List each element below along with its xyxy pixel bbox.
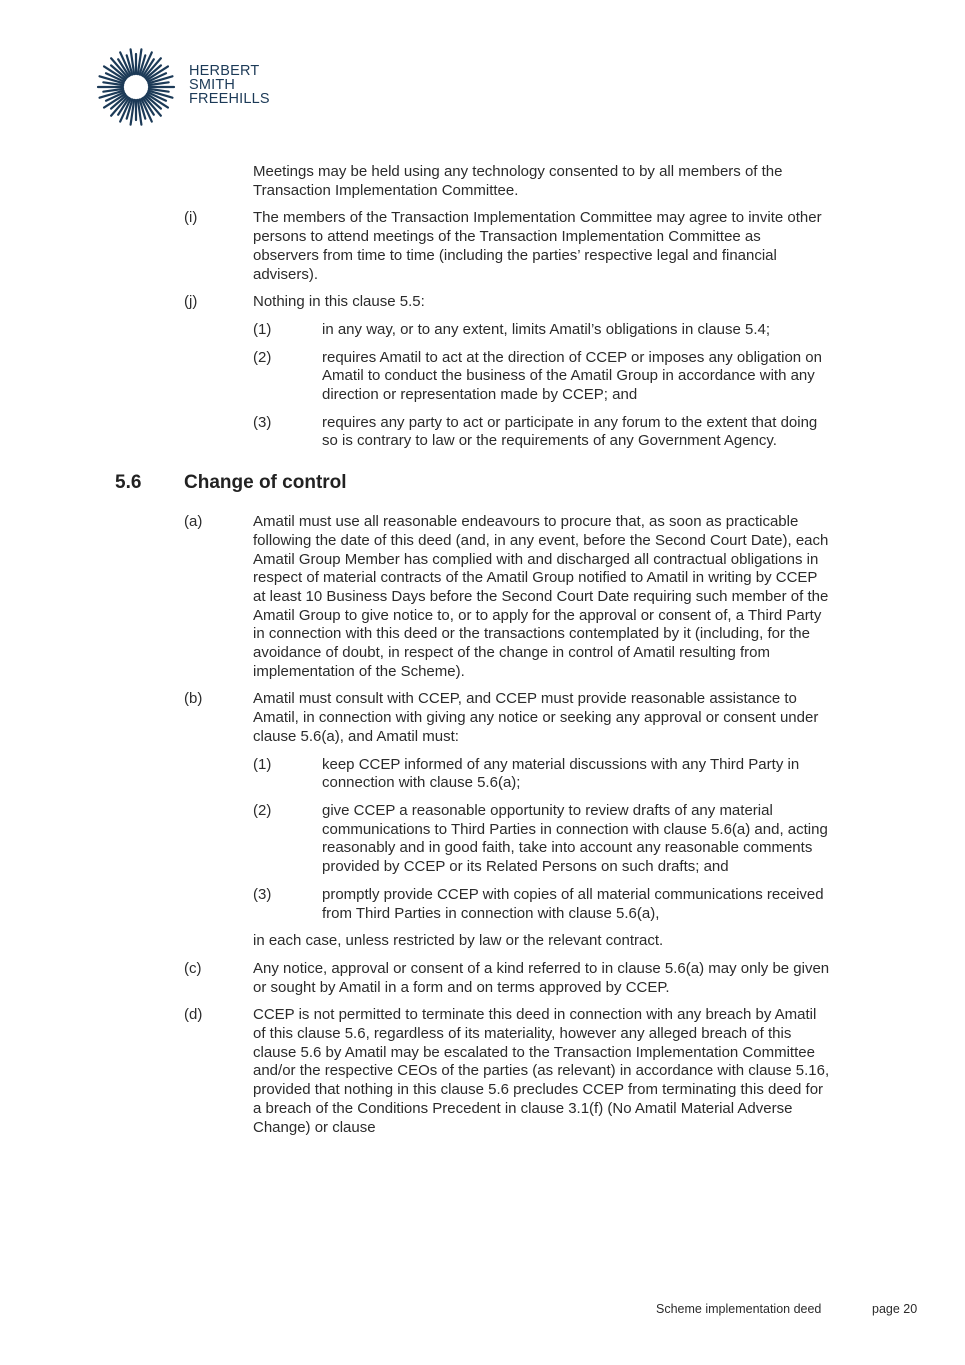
section-heading	[0, 471, 965, 495]
section-number: 5.6	[115, 472, 142, 494]
clause-b	[0, 690, 965, 746]
item-text: keep CCEP informed of any material discussions with any Third Party in connection with clause 5.6(a);	[322, 755, 800, 792]
item-text: promptly provide CCEP with copies of all material communications received from Third Parties in connection with clause 5.6(a),	[322, 885, 824, 922]
item-text: requires Amatil to act at the direction of CCEP or imposes any obligation on Amatil to conduct the business of the Amatil Group in accordance with any direction or representation made by CCEP; and	[322, 348, 822, 404]
item-label: (1)	[253, 755, 272, 773]
clause-label: (d)	[184, 1006, 203, 1024]
clause-text: CCEP is not permitted to terminate this deed in connection with any breach by Amatil of this clause 5.6, regardless of its materiality, however any alleged breach of this clause 5.6 by Amatil may be escalated to the Transaction Implementation Committee and/or the respective CEOs of the parties (as relevant) in accordance with clause 5.16, provided that nothing in this clause 5.6 precludes CCEP from terminating this deed for a breach of the Conditions Precedent in clause 3.1(f) (No Amatil Material Adverse Change) or clause	[253, 1006, 830, 1136]
clause-b-item-3	[0, 886, 965, 923]
clause-a	[0, 513, 965, 681]
clause-c	[0, 960, 965, 997]
item-label: (2)	[253, 348, 272, 366]
clause-label: (a)	[184, 513, 203, 531]
clause-text: Nothing in this clause 5.5:	[253, 293, 425, 311]
logo-line-2: SMITH	[189, 77, 236, 93]
clause-j-item-3	[0, 414, 965, 451]
clause-b-closing: in each case, unless restricted by law or the relevant contract.	[253, 932, 664, 950]
clause-label: (c)	[184, 959, 202, 977]
clause-label: (j)	[184, 293, 198, 311]
logo-wordmark	[189, 64, 270, 106]
footer-page-number: page 20	[872, 1302, 918, 1316]
clause-j-item-2	[0, 349, 965, 405]
item-label: (2)	[253, 801, 272, 819]
clause-b-item-2	[0, 802, 965, 877]
item-text: give CCEP a reasonable opportunity to review drafts of any material communications to Third Parties in connection with clause 5.6(a) and, acting reasonably and in good faith, take into account any reasonable comments provided by CCEP or its Related Persons on such drafts; and	[322, 801, 828, 876]
clause-label: (b)	[184, 690, 203, 708]
item-text: in any way, or to any extent, limits Amatil’s obligations in clause 5.4;	[322, 320, 771, 338]
item-label: (1)	[253, 320, 272, 338]
clause-label: (i)	[184, 209, 198, 227]
section-title: Change of control	[184, 472, 347, 494]
item-label: (3)	[253, 413, 272, 431]
item-text: requires any party to act or participate in any forum to the extent that doing so is contrary to law or the requirements of any Government Agency.	[322, 413, 818, 450]
clause-text: Amatil must consult with CCEP, and CCEP must provide reasonable assistance to Amatil, in connection with giving any notice or seeking any approval or consent under clause 5.6(a), and Amatil must:	[253, 690, 819, 745]
logo-line-3: FREEHILLS	[189, 91, 270, 107]
clause-text: Amatil must use all reasonable endeavours to procure that, as soon as practicable following the date of this deed (and, in any event, before the Second Court Date), each Amatil Group Member has complied with and discharged all contractual obligations in respect of material contracts of the Amatil Group notified to Amatil in writing by CCEP at least 10 Business Days before the Second Court Date requiring such member of the Amatil Group to give notice to, or to apply for the approval or consent of, a Third Party in connection with this deed or the transactions contemplated by it (including, for the avoidance of doubt, in respect of the change in control of Amatil resulting from implementation of the Scheme).	[253, 513, 829, 680]
clause-text: The members of the Transaction Implementation Committee may agree to invite other persons to attend meetings of the Transaction Implementation Committee as observers from time to time (including the parties’ respective legal and financial advisers).	[253, 209, 822, 283]
sunburst-logo-icon	[96, 47, 176, 127]
clause-d	[0, 1006, 965, 1137]
clause-text: Any notice, approval or consent of a kind referred to in clause 5.6(a) may only be given or sought by Amatil in a form and on terms approved by CCEP.	[253, 959, 830, 996]
logo-line-1: HERBERT	[189, 63, 260, 79]
footer-document-title: Scheme implementation deed	[656, 1302, 822, 1316]
document-body	[0, 163, 965, 1146]
intro-paragraph: Meetings may be held using any technology consented to by all members of the Transaction Implementation Committee.	[253, 163, 783, 199]
clause-b-item-1	[0, 756, 965, 793]
clause-i	[0, 209, 965, 284]
clause-j	[0, 293, 965, 312]
item-label: (3)	[253, 885, 272, 903]
herbert-smith-freehills-logo	[96, 47, 276, 127]
clause-j-item-1	[0, 321, 965, 340]
